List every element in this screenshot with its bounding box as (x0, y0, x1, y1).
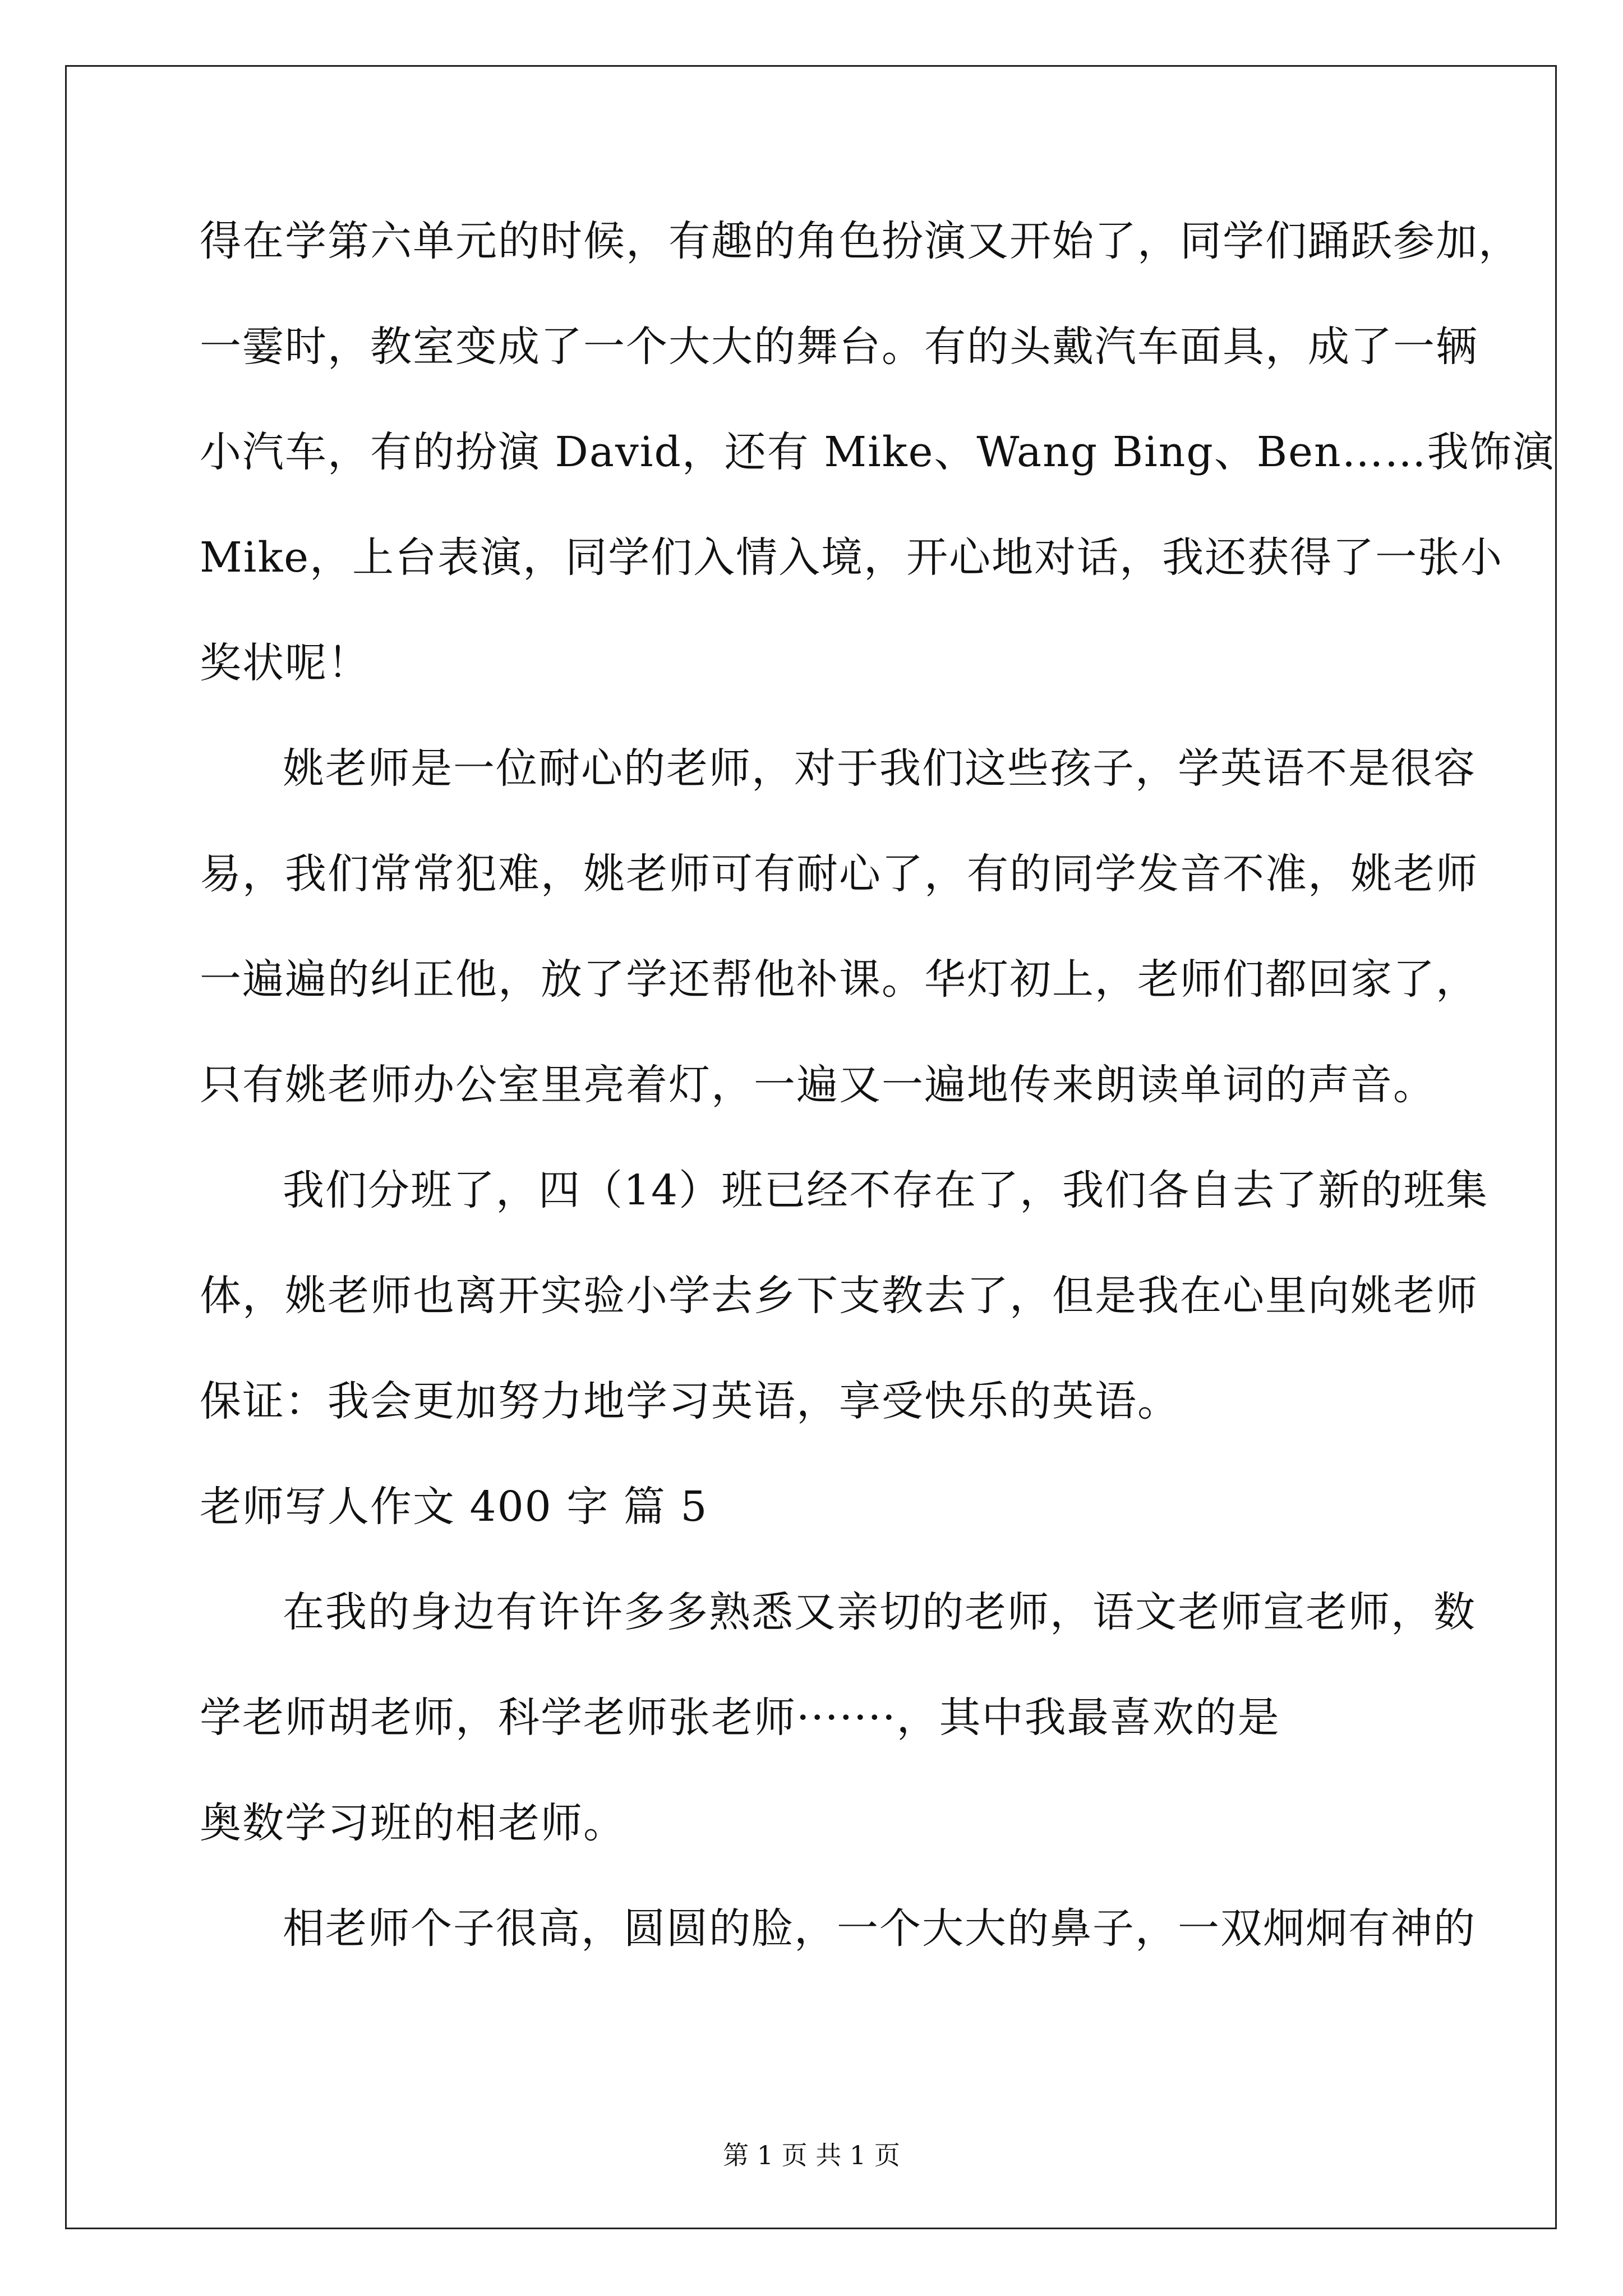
paragraph-line: 小汽车，有的扮演 David，还有 Mike、Wang Bing、Ben……我饰演 (200, 428, 1555, 476)
paragraph-line: 一霎时，教室变成了一个大大的舞台。有的头戴汽车面具，成了一辆 (200, 323, 1478, 371)
paragraph-line: 奖状呢！ (200, 639, 370, 687)
page-footer: 第 1 页 共 1 页 (723, 2140, 900, 2170)
paragraph-line: 一遍遍的纠正他，放了学还帮他补课。华灯初上，老师们都回家了， (200, 955, 1478, 1004)
paragraph-line: 保证：我会更加努力地学习英语，享受快乐的英语。 (200, 1377, 1180, 1425)
paragraph-line: 得在学第六单元的时候，有趣的角色扮演又开始了，同学们踊跃参加， (200, 217, 1521, 265)
section-heading: 老师写人作文 400 字 篇 5 (200, 1483, 708, 1531)
paragraph-line: 相老师个子很高，圆圆的脸，一个大大的鼻子，一双炯炯有神的 (283, 1904, 1476, 1953)
paragraph-line: 我们分班了，四（14）班已经不存在了，我们各自去了新的班集 (283, 1166, 1489, 1214)
paragraph-line: 学老师胡老师，科学老师张老师·······，其中我最喜欢的是 (200, 1694, 1280, 1742)
paragraph-line: 体，姚老师也离开实验小学去乡下支教去了，但是我在心里向姚老师 (200, 1272, 1478, 1320)
paragraph-line: 姚老师是一位耐心的老师，对于我们这些孩子，学英语不是很容 (283, 744, 1476, 793)
paragraph-line: Mike，上台表演，同学们入情入境，开心地对话，我还获得了一张小 (200, 533, 1504, 582)
paragraph-line: 易，我们常常犯难，姚老师可有耐心了，有的同学发音不准，姚老师 (200, 850, 1478, 898)
paragraph-line: 奥数学习班的相老师。 (200, 1799, 626, 1847)
paragraph-line: 在我的身边有许许多多熟悉又亲切的老师，语文老师宣老师，数 (283, 1588, 1476, 1636)
paragraph-line: 只有姚老师办公室里亮着灯，一遍又一遍地传来朗读单词的声音。 (200, 1061, 1436, 1109)
